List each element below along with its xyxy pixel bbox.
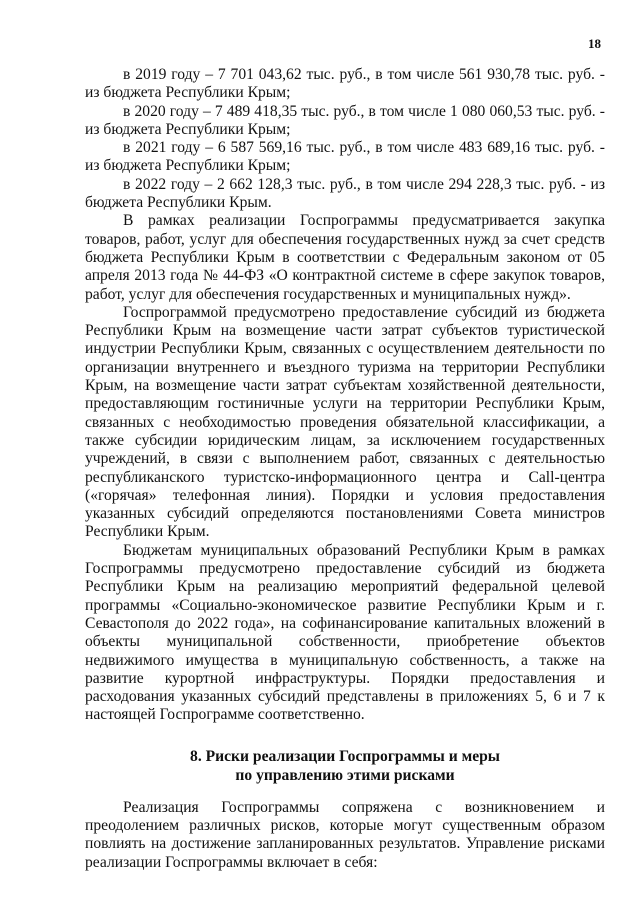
funding-2019: в 2019 году – 7 701 043,62 тыс. руб., в том числе 561 930,78 тыс. руб. - из бюджета Республики Крым; xyxy=(85,66,605,102)
tourism-subsidies-paragraph: Госпрограммой предусмотрено предоставление субсидий из бюджета Республики Крым на возмещение части затрат субъектов туристической индустрии Республики Крым, связанных с осуществлением деятельности по организации внутреннего и въездного туризма на территории Республики Крым, на возмещение части затрат субъектам хозяйственной деятельности, предоставляющим гостиничные услуги на территории Республики Крым, связанных с необходимостью проведения обязательной классификации, а также субсидии юридическим лицам, за исключением государственных учреждений, в связи с выполнением работ, связанных с деятельностью республиканского туристско-информационного центра и Call-центра («горячая» телефонная линия). Порядки и условия предоставления указанных субсидий определяются постановлениями Совета министров Республики Крым. xyxy=(85,303,605,541)
funding-2020: в 2020 году – 7 489 418,35 тыс. руб., в том числе 1 080 060,53 тыс. руб. - из бюджета Республики Крым; xyxy=(85,102,605,138)
funding-2022: в 2022 году – 2 662 128,3 тыс. руб., в том числе 294 228,3 тыс. руб. - из бюджета Республики Крым. xyxy=(85,175,605,212)
risks-paragraph: Реализация Госпрограммы сопряжена с возникновением и преодолением различных рисков, которые могут существенным образом повлиять на достижение запланированных результатов. Управление рисками реализации Госпрограммы включает в себя: xyxy=(85,798,605,871)
section-heading xyxy=(85,747,605,785)
page-number: 18 xyxy=(588,36,601,51)
funding-2021: в 2021 году – 6 587 569,16 тыс. руб., в том числе 483 689,16 тыс. руб. - из бюджета Республики Крым; xyxy=(85,139,605,175)
section-heading-line-1: 8. Риски реализации Госпрограммы и меры xyxy=(190,747,500,765)
municipal-subsidies-paragraph: Бюджетам муниципальных образований Республики Крым в рамках Госпрограммы предусмотрено предоставление субсидий из бюджета Республики Крым на реализацию мероприятий федеральной целевой программы «Социально-экономическое развитие Республики Крым и г. Севастополя до 2022 года», на софинансирование капитальных вложений в объекты муниципальной собственности, приобретение объектов недвижимого имущества в муниципальную собственность, а также на развитие курортной инфраструктуры. Порядки предоставления и расходования указанных субсидий представлены в приложениях 5, 6 и 7 к настоящей Госпрограмме соответственно. xyxy=(85,541,605,724)
procurement-paragraph: В рамках реализации Госпрограммы предусматривается закупка товаров, работ, услуг для обеспечения государственных нужд за счет средств бюджета Республики Крым в соответствии с Федеральным законом от 05 апреля 2013 года № 44-ФЗ «О контрактной системе в сфере закупок товаров, работ, услуг для обеспечения государственных и муниципальных нужд». xyxy=(85,212,605,303)
document-body xyxy=(85,66,605,872)
section-heading-line-2: по управлению этими рисками xyxy=(235,766,455,784)
